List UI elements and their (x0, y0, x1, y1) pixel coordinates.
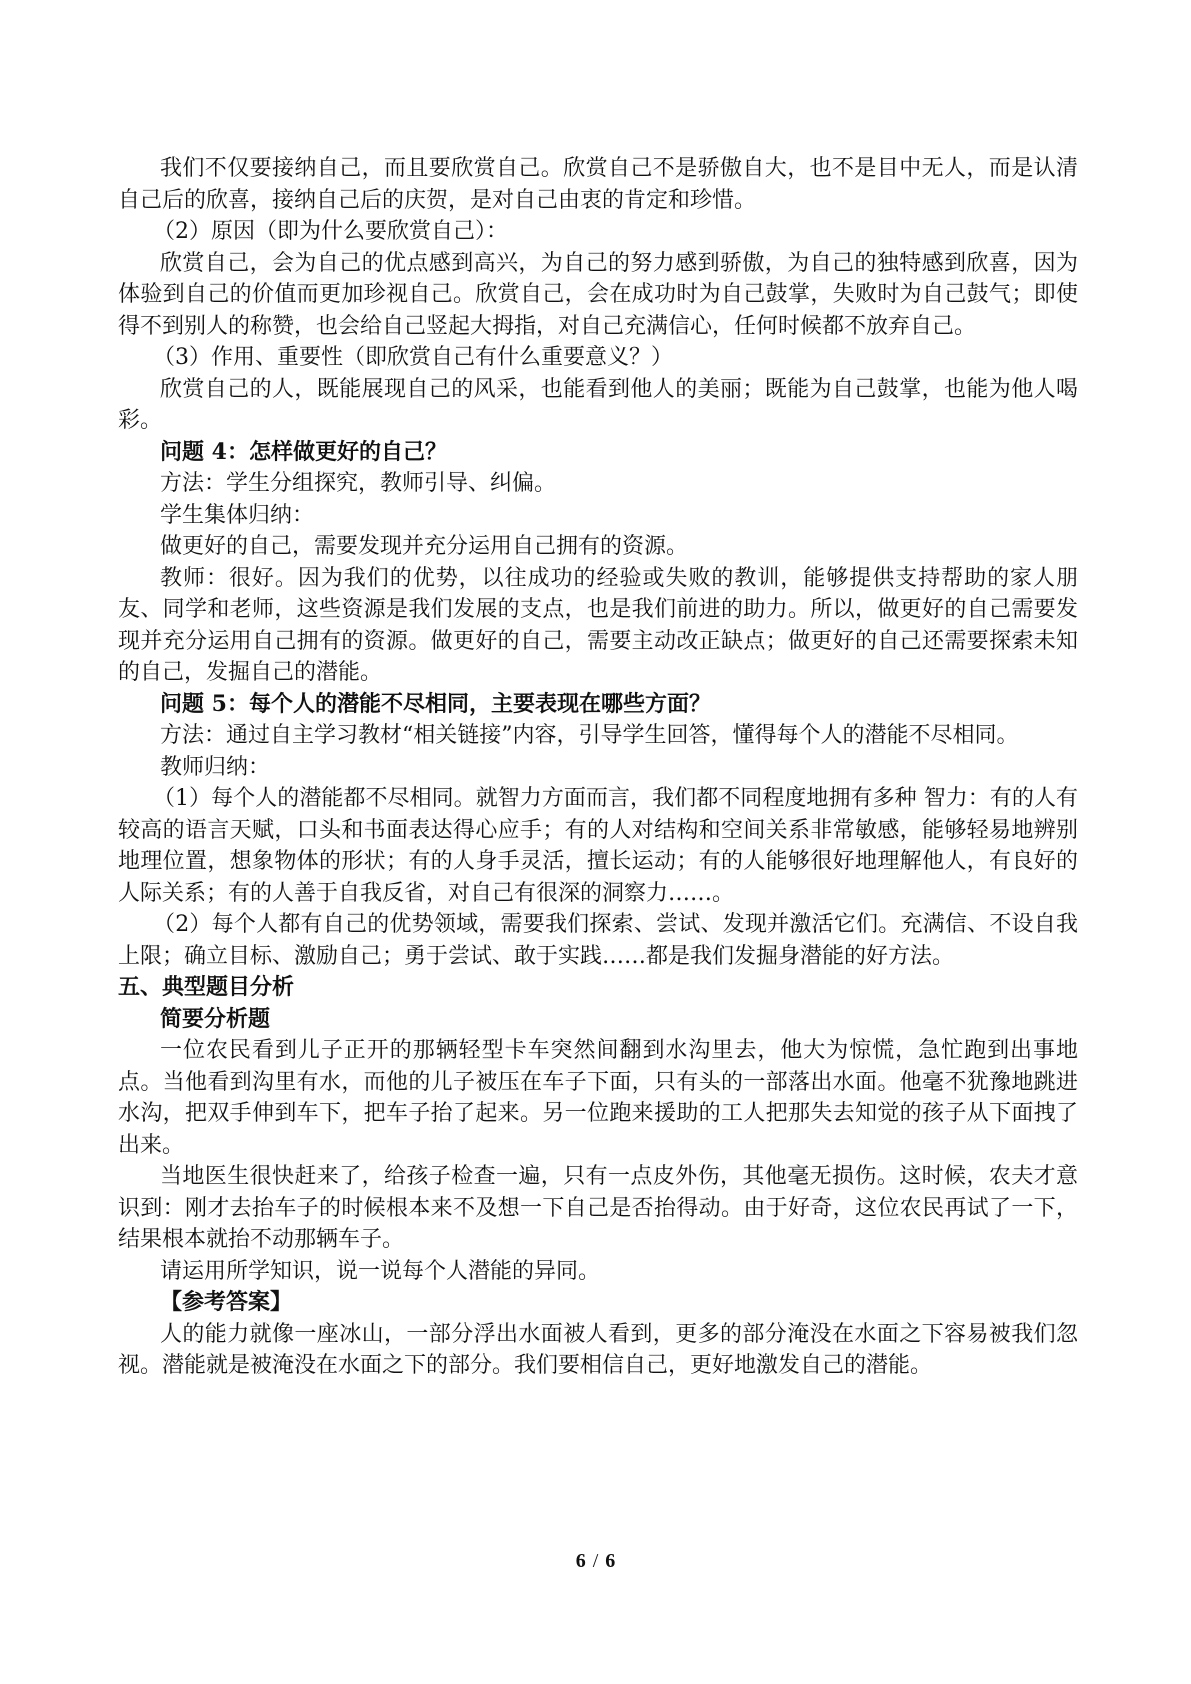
analysis-question: 请运用所学知识，说一说每个人潜能的异同。 (160, 1258, 601, 1284)
analysis-story-part-1: 一位农民看到儿子正开的那辆轻型卡车突然间翻到水沟里去，他大为惊慌，急忙跑到出事地点。当他看到沟里有水，而他的儿子被压在车子下面，只有头的一部落出水面。他毫不犹豫地跳进水沟，把双手伸到车下，把车子抬了起来。另一位跑来援助的工人把那失去知觉的孩子从下面拽了出来。 (118, 1038, 1078, 1158)
total-page-number: 6 (605, 1550, 616, 1572)
document-body (118, 153, 1078, 1382)
page-number-separator: / (592, 1550, 599, 1572)
page-number-footer (0, 1550, 1191, 1573)
paragraph-reason: 欣赏自己，会为自己的优点感到高兴，为自己的努力感到骄傲，为自己的独特感到欣喜，因为体验到自己的价值而更加珍视自己。欣赏自己，会在成功时为自己鼓掌，失败时为自己鼓气；即使得不到别人的称赞，也会给自己竖起大拇指，对自己充满信心，任何时候都不放弃自己。 (118, 250, 1078, 339)
analysis-story-part-2: 当地医生很快赶来了，给孩子检查一遍，只有一点皮外伤，其他毫无损伤。这时候，农夫才意识到：刚才去抬车子的时候根本来不及想一下自己是否抬得动。由于好奇，这位农民再试了一下，结果根本就抬不动那辆车子。 (118, 1164, 1078, 1252)
teacher-summary-label: 教师归纳： (160, 754, 271, 780)
question-4-heading: 问题 4：怎样做更好的自己？ (160, 438, 447, 465)
reference-answer: 人的能力就像一座冰山，一部分浮出水面被人看到，更多的部分淹没在水面之下容易被我们忽视。潜能就是被淹没在水面之下的部分。我们要相信自己，更好地激发自己的潜能。 (118, 1321, 1078, 1378)
question-5-method: 方法：通过自主学习教材“相关链接”内容，引导学生回答，懂得每个人的潜能不尽相同。 (160, 723, 1019, 748)
teacher-summary-point-1: （1）每个人的潜能都不尽相同。就智力方面而言，我们都不同程度地拥有多种 智力：有的人有较高的语言天赋，口头和书面表达得心应手；有的人对结构和空间关系非常敏感，能够轻易地辨别地理位置，想象物体的形状；有的人身手灵活，擅长运动；有的人能够很好地理解他人，有良好的人际关系；有的人善于自我反省，对自己有很深的洞察力……。 (118, 786, 1078, 906)
current-page-number: 6 (575, 1550, 586, 1572)
subheading-reason: （2）原因（即为什么要欣赏自己）： (153, 219, 508, 244)
analysis-question-type: 简要分析题 (160, 1005, 271, 1032)
question-4-method: 方法：学生分组探究，教师引导、纠偏。 (160, 471, 557, 496)
question-5-heading: 问题 5：每个人的潜能不尽相同，主要表现在哪些方面？ (160, 690, 711, 717)
student-summary: 做更好的自己，需要发现并充分运用自己拥有的资源。 (160, 534, 689, 559)
subheading-importance: （3）作用、重要性（即欣赏自己有什么重要意义？） (153, 345, 673, 370)
reference-answer-label: 【参考答案】 (160, 1289, 293, 1315)
teacher-response: 教师：很好。因为我们的优势，以往成功的经验或失败的教训，能够提供支持帮助的家人朋友、同学和老师，这些资源是我们发展的支点，也是我们前进的助力。所以，做更好的自己需要发现并充分运用自己拥有的资源。做更好的自己，需要主动改正缺点；做更好的自己还需要探索未知的自己，发掘自己的潜能。 (118, 565, 1078, 685)
student-summary-label: 学生集体归纳： (160, 502, 315, 528)
section-5-heading: 五、典型题目分析 (118, 974, 295, 1000)
teacher-summary-point-2: （2）每个人都有自己的优势领域，需要我们探索、尝试、发现并激活它们。充满信、不设自我上限；确立目标、激励自己；勇于尝试、敢于实践……都是我们发掘身潜能的好方法。 (118, 912, 1078, 969)
paragraph-appreciate-self-definition: 我们不仅要接纳自己，而且要欣赏自己。欣赏自己不是骄傲自大，也不是目中无人，而是认清自己后的欣喜，接纳自己后的庆贺，是对自己由衷的肯定和珍惜。 (118, 156, 1078, 213)
paragraph-importance: 欣赏自己的人，既能展现自己的风采，也能看到他人的美丽；既能为自己鼓掌，也能为他人喝彩。 (118, 376, 1078, 433)
